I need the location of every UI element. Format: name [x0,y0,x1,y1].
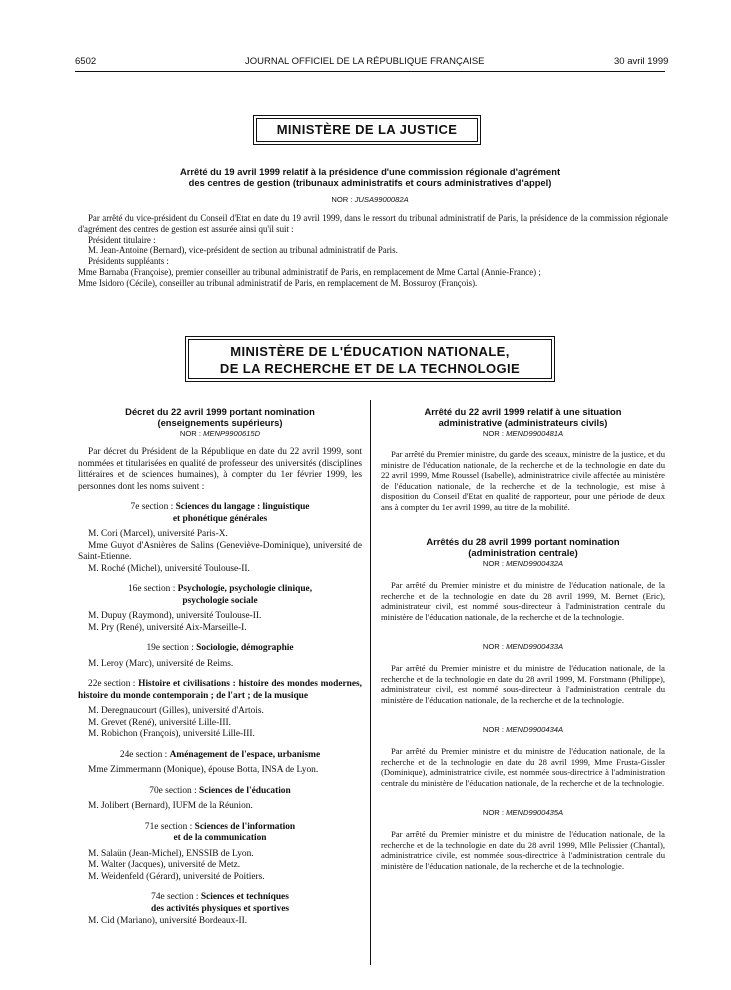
left-decree-title [78,406,362,428]
appointee: M. Weidenfeld (Gérard), université de Poitiers. [88,871,265,882]
left-intro: Par décret du Président de la République en date du 22 avril 1999, sont nommées et titularisées en qualité de professeur des universités (disciplines littéraires et de sciences humaines), à compter du 1er février 1999, les personnes dont les noms suivent : [78,447,362,492]
section-number: 74e section : [151,892,199,902]
section-name: Aménagement de l'espace, urbanisme [169,749,321,760]
nor-code: MEND9900432A [506,559,564,568]
nor-label: NOR : [482,808,504,817]
nomination-text: Par arrêté du Premier ministre et du ministre de l'éducation nationale, de la recherche et de la technologie en date du 28 avril 1999, Mlle Pelissier (Chantal), administratrice civile, est nommée sous-directrice à l'administration centrale du ministère de l'éducation nationale, de la recherche et de la technologie. [381,829,665,871]
appointee: Mme Zimmermann (Monique), épouse Botta, INSA de Lyon. [88,765,319,775]
nor-code: MEND9900434A [506,725,564,734]
column-divider [370,400,371,965]
education-heading-line-1: MINISTÈRE DE L'ÉDUCATION NATIONALE, [230,344,510,359]
justice-decree-title [75,166,665,188]
issue-date: 30 avril 1999 [614,56,669,67]
section-16-heading [78,584,362,607]
section-71-list [78,849,362,884]
section-19-heading [78,643,362,655]
section-number: 24e section : [119,749,168,760]
arrete-1-title-line-2: administrative (administrateurs civils) [438,417,608,428]
justice-intro: Par arrêté du vice-président du Conseil d'Etat en date du 19 avril 1999, dans le ressort du tribunal administratif de Paris, la présidence de la commission régionale d'agrément des centres de gestion est assurée ainsi qu'il suit : [78,213,668,234]
section-24-heading [78,750,362,762]
deputy-entry: Mme Isidoro (Cécile), conseiller au tribunal administratif de Paris, en remplacement de M. Bossuroy (François). [78,277,478,288]
nomination-text: Par arrêté du Premier ministre et du ministre de l'éducation nationale, de la recherche et de la technologie en date du 28 avril 1999, M. Forstmann (Philippe), administrateur civil, est nommé sous-directeur à l'administration centrale du ministère de l'éducation nationale, de la recherche et de la technologie. [381,663,665,705]
section-number: 16e section : [127,584,176,594]
section-name: Sciences du langage : linguistique [175,502,310,512]
section-name: et phonétique générales [172,513,268,524]
section-7-list [78,529,362,575]
justice-nor [75,195,665,204]
deputy-entry: Mme Barnaba (Françoise), premier conseiller au tribunal administratif de Paris, en remplacement de Mme Cartal (Annie-France) ; [78,266,541,277]
appointee: M. Cid (Mariano), université Bordeaux-II. [88,916,248,926]
section-19-list [78,659,362,671]
nor-1 [381,559,665,568]
nor-code: MENP9900615D [203,429,261,438]
section-22-list [78,706,362,741]
right-column [381,406,665,871]
nor-code: MEND9900435A [506,808,564,817]
arrete-1-text: Par arrêté du Premier ministre, du garde des sceaux, ministre de la justice, et du ministre de l'éducation nationale, de la recherche et de la technologie en date du 22 avril 1999, Mme Roussel (Isabelle), administratrice civile affectée au ministère de l'éducation nationale, de la recherche et de la technologie, est mise à disposition du Conseil d'Etat en qualité de rapporteur, pour une période de deux ans à compter du 1er avril 1999, au titre de la mobilité. [381,449,665,512]
president-label: Président titulaire : [88,234,156,245]
left-column [78,406,362,928]
section-70-list [78,801,362,813]
left-title-line-2: (enseignements supérieurs) [157,417,283,428]
section-name: des activités physiques et sportives [150,903,290,914]
president-entry: M. Jean-Antoine (Bernard), vice-président de section au tribunal administratif de Paris. [88,245,398,256]
section-number: 71e section : [144,821,193,832]
appointee: M. Dupuy (Raymond), université Toulouse-II. [88,611,262,621]
justice-body [78,213,668,289]
right-arrete-1-nor [381,429,665,438]
justice-title-line-1: Arrêté du 19 avril 1999 relatif à la présidence d'une commission régionale d'agrément [179,166,561,177]
nor-2 [381,642,665,651]
appointee: M. Salaün (Jean-Michel), ENSSIB de Lyon. [88,848,254,859]
appointee: M. Leroy (Marc), université de Reims. [88,658,234,669]
nor-label: NOR : [482,429,504,438]
nor-code: MEND9900481A [506,429,564,438]
header-rule [75,71,665,72]
nor-label: NOR : [482,725,504,734]
appointee: M. Roché (Michel), université Toulouse-II. [88,563,250,574]
section-number: 19e section : [146,643,194,653]
section-name: Sciences de l'information [194,821,296,832]
left-title-line-1: Décret du 22 avril 1999 portant nomination [125,406,315,417]
section-70-heading [78,786,362,798]
ministry-education-heading [188,339,552,379]
section-7-heading [78,502,362,525]
right-arrete-1-title [381,406,665,428]
left-nor [78,429,362,438]
section-name: et de la communication [173,833,267,843]
section-number: 7e section : [130,502,174,512]
section-name: Sciences et techniques [200,892,289,902]
right-arretes-2-title [381,536,665,558]
section-name: Histoire et civilisations : histoire des mondes modernes, histoire du monde contemporain ; de l'art ; de la musique [78,679,363,701]
arretes-2-title-line-2: (administration centrale) [468,547,578,558]
nor-code: MEND9900433A [506,642,564,651]
section-22-heading [78,679,362,702]
appointee: M. Cori (Marcel), université Paris-X. [88,529,228,539]
nor-label: NOR : [482,559,504,568]
justice-title-line-2: des centres de gestion (tribunaux administratifs et cours administratives d'appel) [188,177,552,188]
arretes-2-title-line-1: Arrêtés du 28 avril 1999 portant nomination [426,536,620,547]
section-name: Psychologie, psychologie clinique, [177,584,313,594]
journal-title: JOURNAL OFFICIEL DE LA RÉPUBLIQUE FRANÇAISE [245,56,485,67]
deputies-label: Présidents suppléants : [88,256,169,267]
appointee: M. Deregnaucourt (Gilles), université d'Artois. [88,706,264,716]
appointee: Mme Guyot d'Asnières de Salins (Geneviève-Dominique), université de Saint-Etienne. [78,540,362,562]
section-24-list [78,765,362,777]
section-name: Sciences de l'éducation [199,785,291,796]
nor-4 [381,808,665,817]
nor-label: NOR : [179,429,201,438]
appointee: M. Jolibert (Bernard), IUFM de la Réunion. [88,801,253,811]
nomination-text: Par arrêté du Premier ministre et du ministre de l'éducation nationale, de la recherche et de la technologie en date du 28 avril 1999, Mme Frusta-Gissler (Dominique), administratrice civile, est nommée sous-directrice à l'administration centrale du ministère de l'éducation nationale, de la recherche et de la technologie. [381,746,665,788]
education-heading-line-2: DE LA RECHERCHE ET DE LA TECHNOLOGIE [219,361,521,376]
page-number: 6502 [75,56,97,67]
appointee: M. Grevet (René), université Lille-III. [88,717,231,728]
section-number: 22e section : [88,679,136,689]
section-name: Sociologie, démographie [196,643,294,653]
nor-label: NOR : [482,642,504,651]
nor-code: JUSA9900082A [354,195,409,204]
nor-label: NOR : [331,195,353,204]
nomination-text: Par arrêté du Premier ministre et du ministre de l'éducation nationale, de la recherche et de la technologie en date du 28 avril 1999, M. Bernet (Eric), administrateur civil, est nommé sous-directeur à l'administration centrale du ministère de l'éducation nationale, de la recherche et de la technologie. [381,580,665,622]
section-71-heading [78,822,362,845]
section-74-heading [78,892,362,915]
section-16-list [78,611,362,634]
appointee: M. Walter (Jacques), université de Metz. [88,860,241,870]
section-74-list [78,916,362,928]
nor-3 [381,725,665,734]
ministry-justice-heading: MINISTÈRE DE LA JUSTICE [256,118,478,142]
arrete-1-title-line-1: Arrêté du 22 avril 1999 relatif à une situation [424,406,622,417]
appointee: M. Pry (René), université Aix-Marseille-I. [88,622,247,633]
section-name: psychologie sociale [182,595,258,606]
section-number: 70e section : [149,785,197,796]
appointee: M. Robichon (François), université Lille-III. [88,729,255,739]
